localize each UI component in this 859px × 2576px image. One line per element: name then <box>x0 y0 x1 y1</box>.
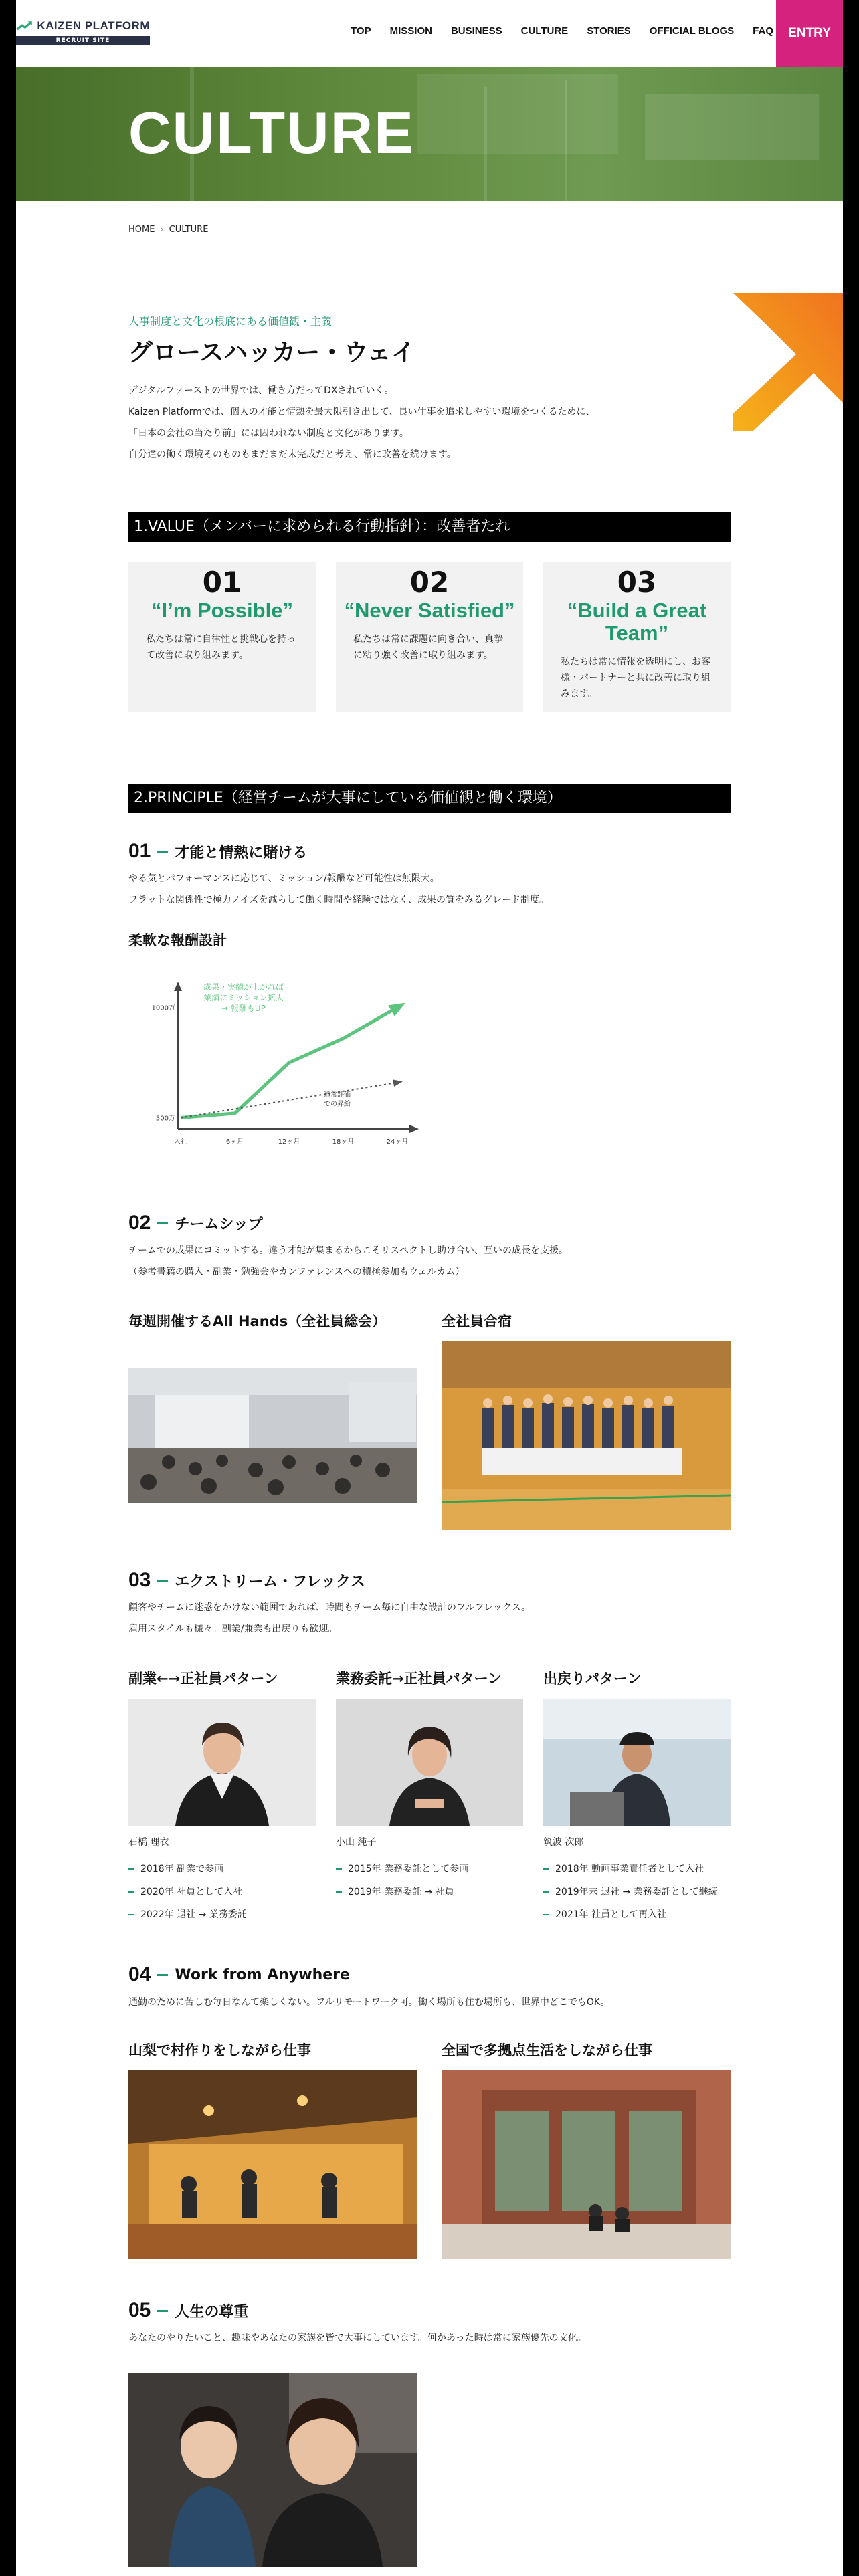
timeline-item: 2022年 退社 → 業務委託 <box>128 1903 316 1926</box>
yamanashi-heading: 山梨で村作りをしながら仕事 <box>128 2042 311 2058</box>
growth-series-line <box>181 1008 397 1118</box>
compensation-heading: 柔軟な報酬設計 <box>128 932 227 948</box>
normal-annotation: での昇給 <box>324 1101 351 1108</box>
site-logo[interactable] <box>16 19 150 45</box>
yamanashi-photo <box>128 2070 417 2259</box>
breadcrumb-separator: › <box>160 225 164 235</box>
x-tick-label: 6ヶ月 <box>225 1138 244 1146</box>
intro-line: Kaizen Platformでは、個人の才能と情熱を最大限引き出して、良い仕事を追求しやすい環境をつくるために、 <box>128 407 595 417</box>
section-line: 顧客やチームに迷惑をかけない範囲であれば、時間もチーム毎に自由な設計のフルフレックス。 <box>128 1602 531 1613</box>
family-photo <box>128 2373 417 2567</box>
multi-base-photo <box>442 2070 731 2259</box>
x-tick-label: 18ヶ月 <box>332 1138 355 1146</box>
section-line: 雇用スタイルも様々。副業/兼業も出戻りも歓迎。 <box>128 1624 338 1634</box>
dash-accent <box>157 1222 168 1224</box>
value-card-desc: 私たちは常に課題に向き合い、真摯に粘り強く改善に取り組みます。 <box>353 634 503 661</box>
intro-line: 「日本の会社の当たり前」には囚われない制度と文化があります。 <box>128 428 409 439</box>
site-header <box>16 0 843 67</box>
value-card-title: “Build a Great Team” <box>567 599 707 645</box>
section-number: 02 <box>128 1212 151 1234</box>
timeline-item: 2015年 業務委託として参画 <box>336 1858 523 1881</box>
section-number: 04 <box>128 1963 151 1985</box>
section-number: 03 <box>128 1569 151 1591</box>
principle-section <box>128 784 731 813</box>
section-title: Work from Anywhere <box>175 1966 350 1983</box>
value-card <box>128 562 316 712</box>
principle-04 <box>128 1963 731 2013</box>
person-photo <box>128 1699 316 1826</box>
dash-accent <box>157 2310 168 2312</box>
person-photo <box>336 1699 523 1826</box>
value-heading: 1.VALUE（メンバーに求められる行動指針）：改善者たれ <box>128 512 731 542</box>
section-title: チームシップ <box>175 1216 263 1233</box>
value-card-title: “Never Satisfied” <box>344 599 515 622</box>
orange-arrow-icon <box>733 293 843 431</box>
intro-title: グロースハッカー・ウェイ <box>128 339 415 366</box>
growth-arrowhead <box>388 1003 405 1016</box>
section-line: やる気とパフォーマンスに応じて、ミッション/報酬など可能性は無限大。 <box>128 873 440 884</box>
value-card-title: “I’m Possible” <box>151 599 293 622</box>
y-tick-label: 1000万 <box>151 1004 175 1012</box>
timeline-item: 2019年 業務委託 → 社員 <box>336 1881 523 1903</box>
x-tick-label: 24ヶ月 <box>386 1138 409 1146</box>
entry-button[interactable]: ENTRY <box>776 0 843 67</box>
nav-stories[interactable]: STORIES <box>587 25 631 37</box>
section-title: 才能と情熱に賭ける <box>175 844 308 861</box>
person-name: 小山 純子 <box>336 1837 377 1848</box>
intro-text <box>128 380 731 465</box>
page-title: CULTURE <box>128 100 415 166</box>
all-hands-heading: 毎週開催するAll Hands（全社員総会） <box>128 1313 387 1329</box>
compensation-chart <box>143 976 424 1150</box>
principle-03 <box>128 1569 731 1640</box>
multi-base-heading: 全国で多拠点生活をしながら仕事 <box>442 2042 652 2058</box>
nav-faq[interactable]: FAQ <box>753 25 773 37</box>
breadcrumb <box>128 225 208 235</box>
pattern-title: 出戻りパターン <box>543 1671 642 1687</box>
x-tick-label: 入社 <box>174 1138 187 1146</box>
normal-arrowhead <box>393 1079 403 1087</box>
timeline-item: 2018年 副業で参画 <box>128 1858 316 1881</box>
breadcrumb-home[interactable]: HOME <box>128 225 155 235</box>
value-card-desc: 私たちは常に自律性と挑戦心を持って改善に取り組みます。 <box>146 634 296 661</box>
y-axis-arrow <box>174 982 182 991</box>
pattern-title: 副業←→正社員パターン <box>128 1671 278 1687</box>
dash-accent <box>157 1580 168 1582</box>
logo-text: KAIZEN PLATFORM <box>37 19 150 32</box>
value-section <box>128 512 731 712</box>
growth-annotation: → 報酬もUP <box>221 1004 266 1013</box>
intro-line: 自分達の働く環境そのものもまだまだ未完成だと考え、常に改善を続けます。 <box>128 449 456 460</box>
principle-01 <box>128 840 731 950</box>
main-nav <box>351 25 773 37</box>
dash-accent <box>157 1974 168 1976</box>
intro-section <box>128 313 731 465</box>
person-name: 石橋 理衣 <box>128 1837 169 1848</box>
retreat-heading: 全社員合宿 <box>442 1313 512 1329</box>
timeline-item: 2019年末 退社 → 業務委託として継続 <box>543 1881 731 1903</box>
value-card <box>336 562 523 712</box>
logo-arrow-icon <box>16 19 33 33</box>
section-line: フラットな関係性で極力ノイズを減らして働く時間や経験ではなく、成果の質をみるグレード制度。 <box>128 895 549 905</box>
section-title: エクストリーム・フレックス <box>175 1573 365 1590</box>
x-tick-label: 12ヶ月 <box>278 1138 300 1146</box>
section-number: 05 <box>128 2299 151 2321</box>
timeline-item: 2020年 社員として入社 <box>128 1881 316 1903</box>
person-photo <box>543 1699 731 1826</box>
breadcrumb-current: CULTURE <box>169 225 209 235</box>
principle-heading: 2.PRINCIPLE（経営チームが大事にしている価値観と働く環境） <box>128 784 731 813</box>
section-number: 01 <box>128 840 151 862</box>
principle-02 <box>128 1212 731 1283</box>
intro-line: デジタルファーストの世界では、働き方だってDXされていく。 <box>128 385 394 396</box>
nav-culture[interactable]: CULTURE <box>520 25 569 37</box>
nav-business[interactable]: BUSINESS <box>450 25 502 37</box>
normal-series-line <box>181 1083 397 1118</box>
growth-annotation: 成果・実績が上がれば <box>203 982 284 992</box>
growth-annotation: 業績にミッション拡大 <box>203 993 284 1002</box>
pattern-column <box>336 1668 523 1903</box>
value-card-number: 01 <box>202 566 242 599</box>
hero-banner <box>16 67 843 201</box>
all-hands-photo <box>128 1368 417 1503</box>
section-title: 人生の尊重 <box>175 2303 249 2321</box>
timeline-item: 2021年 社員として再入社 <box>543 1903 731 1926</box>
section-line: チームでの成果にコミットする。違う才能が集まるからこそリスペクトし助け合い、互いの成長を支援。 <box>128 1245 569 1256</box>
person-name: 筑波 次郎 <box>543 1837 584 1848</box>
nav-mission[interactable]: MISSION <box>389 25 432 37</box>
timeline-item: 2018年 動画事業責任者として入社 <box>543 1858 731 1881</box>
intro-eyebrow: 人事制度と文化の根底にある価値観・主義 <box>128 315 332 328</box>
y-tick-label: 500万 <box>155 1115 175 1123</box>
dash-accent <box>157 851 168 853</box>
value-card <box>543 562 731 712</box>
retreat-photo <box>442 1341 731 1530</box>
section-line: （参考書籍の購入・副業・勉強会やカンファレンスへの積極参加もウェルカム） <box>128 1267 465 1277</box>
nav-official-blogs[interactable]: OFFICIAL BLOGS <box>649 25 735 37</box>
x-axis-arrow <box>409 1125 419 1133</box>
section-line: あなたのやりたいこと、趣味やあなたの家族を皆で大事にしています。何かあった時は常に家族優先の文化。 <box>128 2333 587 2343</box>
logo-sub: RECRUIT SITE <box>16 36 150 45</box>
normal-annotation: 通常評価 <box>324 1091 351 1099</box>
pattern-column <box>543 1668 731 1926</box>
value-card-number: 03 <box>617 566 657 599</box>
principle-05 <box>128 2299 731 2349</box>
value-card-number: 02 <box>409 566 450 599</box>
pattern-column <box>128 1668 316 1926</box>
nav-top[interactable]: TOP <box>351 25 371 37</box>
pattern-title: 業務委託→正社員パターン <box>336 1671 502 1687</box>
value-card-desc: 私たちは常に情報を透明にし、お客様・パートナーと共に改善に取り組みます。 <box>561 657 710 700</box>
section-line: 通勤のために苦しむ毎日なんて楽しくない。フルリモートワーク可。働く場所も住む場所も、世界中どこでもOK。 <box>128 1997 610 2008</box>
